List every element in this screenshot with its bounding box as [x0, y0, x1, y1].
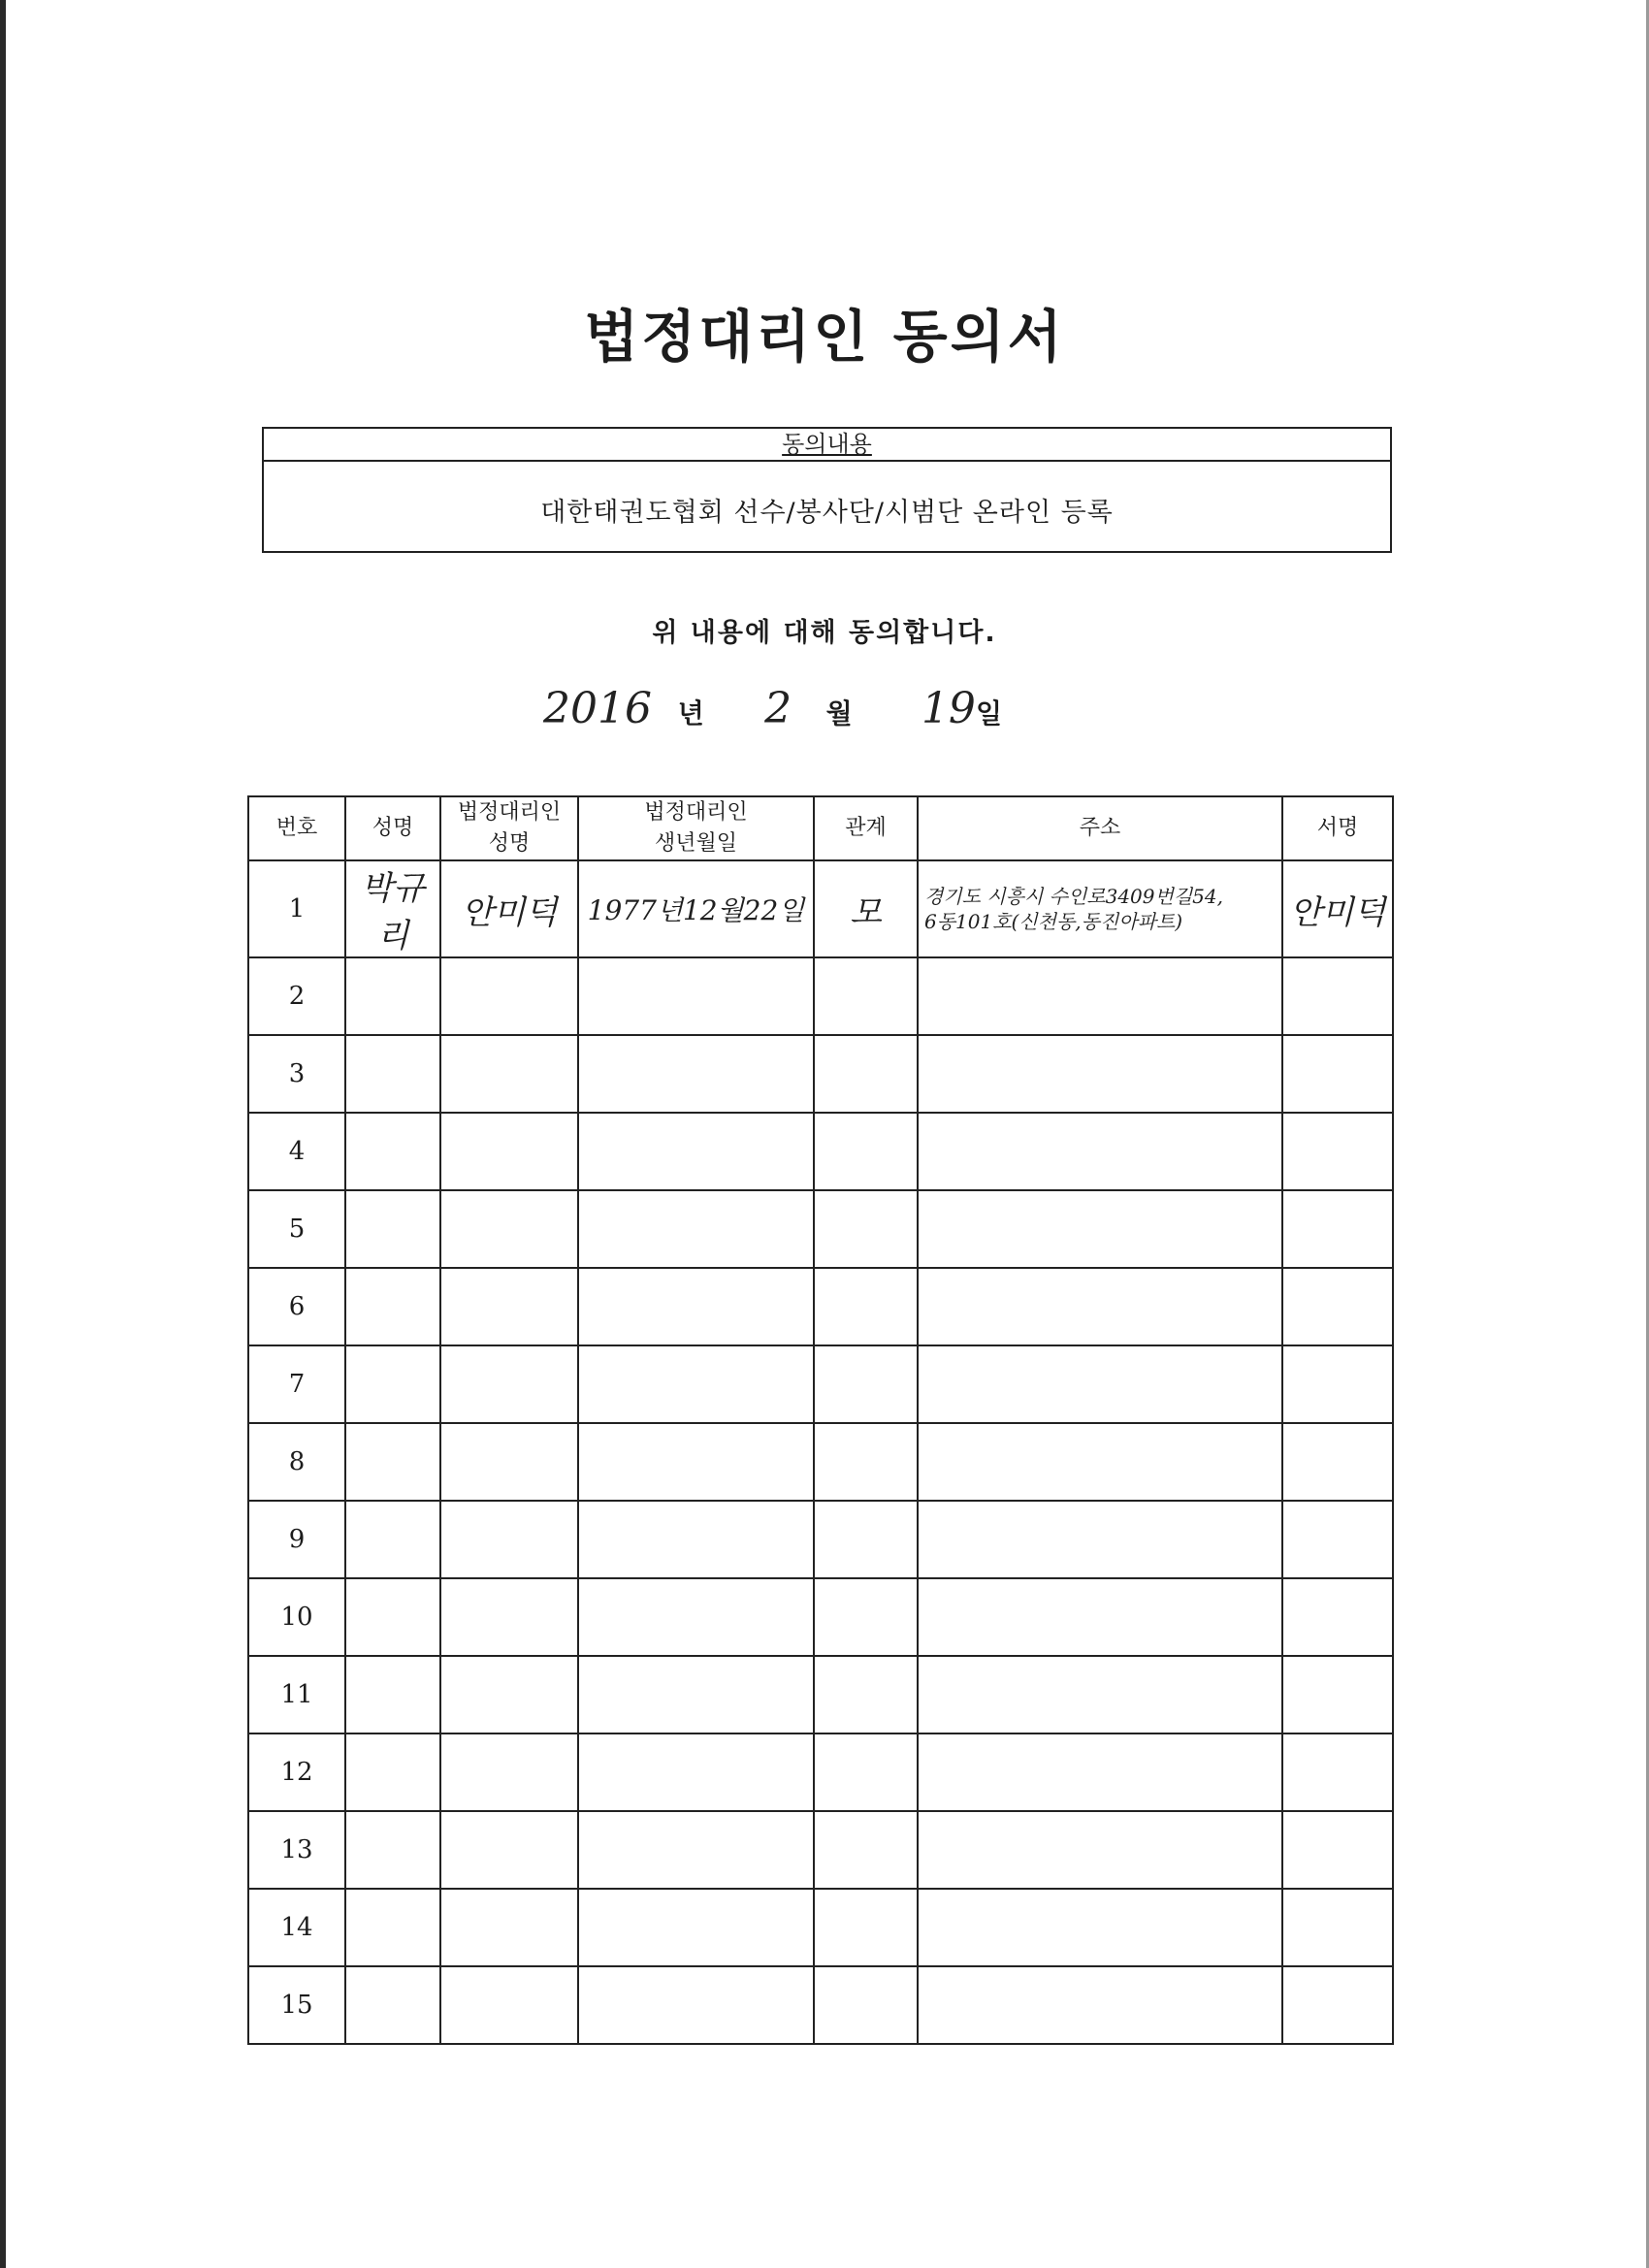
consent-box [262, 427, 1392, 553]
row-guardian-name [440, 1811, 578, 1889]
date-year-unit: 년 [677, 697, 704, 729]
table-row [248, 1578, 1393, 1656]
row-guardian-birth [578, 1501, 814, 1578]
row-no: 7 [248, 1345, 345, 1423]
row-name [345, 1501, 440, 1578]
row-guardian-name [440, 1501, 578, 1578]
row-guardian-name [440, 1889, 578, 1966]
row-relation [814, 1190, 918, 1268]
row-relation [814, 1345, 918, 1423]
row-name [345, 1889, 440, 1966]
header-guardian-birth [578, 796, 814, 860]
row-signature [1282, 1345, 1393, 1423]
row-address [918, 1578, 1282, 1656]
table-row [248, 1966, 1393, 2044]
row-signature [1282, 1501, 1393, 1578]
row-guardian-name [440, 1656, 578, 1733]
row-no: 3 [248, 1035, 345, 1113]
row-signature [1282, 1966, 1393, 2044]
row-name [345, 1035, 440, 1113]
table-row [248, 1345, 1393, 1423]
row-guardian-name [440, 1268, 578, 1345]
row-relation [814, 1035, 918, 1113]
table-row [248, 860, 1393, 957]
row-name [345, 1113, 440, 1190]
row-guardian-birth [578, 1268, 814, 1345]
row-guardian-name [440, 1578, 578, 1656]
header-relation: 관계 [814, 796, 918, 860]
row-address [918, 1501, 1282, 1578]
row-relation [814, 1578, 918, 1656]
row-relation [814, 1733, 918, 1811]
row-name [345, 1578, 440, 1656]
table-row [248, 1501, 1393, 1578]
row-guardian-name [440, 1035, 578, 1113]
table-row [248, 1035, 1393, 1113]
row-address-line2: 6동101호(신천동,동진아파트) [924, 910, 1183, 933]
row-guardian-name [440, 957, 578, 1035]
row-signature [1282, 957, 1393, 1035]
date-month-unit: 월 [825, 697, 853, 729]
guardian-table [247, 795, 1394, 2045]
row-name [345, 1733, 440, 1811]
row-address [918, 1966, 1282, 2044]
table-row [248, 1268, 1393, 1345]
row-guardian-birth [578, 1190, 814, 1268]
row-address-line1: 경기도 시흥시 수인로3409번길54, [924, 885, 1223, 908]
row-address [918, 1268, 1282, 1345]
header-guardian-name-line2: 성명 [488, 831, 531, 856]
row-guardian-name [440, 1345, 578, 1423]
table-row [248, 957, 1393, 1035]
row-address [918, 1656, 1282, 1733]
row-name [345, 1966, 440, 2044]
row-name [345, 957, 440, 1035]
header-guardian-birth-line1: 법정대리인 [644, 800, 748, 825]
row-relation: 모 [814, 860, 918, 957]
row-guardian-birth [578, 1889, 814, 1966]
row-no: 14 [248, 1889, 345, 1966]
row-no: 1 [248, 860, 345, 957]
row-relation [814, 1889, 918, 1966]
row-no: 8 [248, 1423, 345, 1501]
header-signature: 서명 [1282, 796, 1393, 860]
row-no: 11 [248, 1656, 345, 1733]
row-name [345, 1423, 440, 1501]
row-name: 박규리 [345, 860, 440, 957]
row-name [345, 1656, 440, 1733]
row-no: 2 [248, 957, 345, 1035]
date-day-unit: 일 [975, 697, 1002, 729]
consent-text: 대한태권도협회 선수/봉사단/시범단 온라인 등록 [540, 498, 1114, 528]
row-address [918, 1733, 1282, 1811]
row-no: 15 [248, 1966, 345, 2044]
row-relation [814, 957, 918, 1035]
row-relation [814, 1113, 918, 1190]
row-relation [814, 1501, 918, 1578]
row-address [918, 1035, 1282, 1113]
header-guardian-name-line1: 법정대리인 [457, 800, 562, 825]
row-signature [1282, 1889, 1393, 1966]
consent-header [264, 429, 1390, 462]
row-guardian-birth [578, 1345, 814, 1423]
row-name [345, 1268, 440, 1345]
row-guardian-birth [578, 1733, 814, 1811]
row-relation [814, 1811, 918, 1889]
document-title: 법정대리인 동의서 [584, 304, 1065, 370]
table-row [248, 1656, 1393, 1733]
row-guardian-birth [578, 1113, 814, 1190]
guardian-table-wrap [247, 795, 1392, 2045]
row-guardian-name [440, 1733, 578, 1811]
row-guardian-birth [578, 1578, 814, 1656]
table-row [248, 1113, 1393, 1190]
row-signature: 안미덕 [1282, 860, 1393, 957]
table-row [248, 1811, 1393, 1889]
row-guardian-name [440, 1190, 578, 1268]
row-signature [1282, 1190, 1393, 1268]
table-row [248, 1889, 1393, 1966]
row-guardian-name [440, 1113, 578, 1190]
header-no: 번호 [248, 796, 345, 860]
row-guardian-birth [578, 1966, 814, 2044]
row-name [345, 1190, 440, 1268]
row-signature [1282, 1811, 1393, 1889]
row-relation [814, 1423, 918, 1501]
consent-header-label: 동의내용 [782, 431, 872, 458]
row-relation [814, 1268, 918, 1345]
row-signature [1282, 1656, 1393, 1733]
row-no: 10 [248, 1578, 345, 1656]
agree-statement: 위 내용에 대해 동의합니다. [652, 618, 997, 648]
row-guardian-name [440, 1966, 578, 2044]
row-address [918, 1423, 1282, 1501]
row-relation [814, 1656, 918, 1733]
row-no: 5 [248, 1190, 345, 1268]
table-row [248, 1190, 1393, 1268]
row-signature [1282, 1113, 1393, 1190]
row-address [918, 1889, 1282, 1966]
row-guardian-birth: 1977년12월22일 [578, 860, 814, 957]
row-guardian-birth [578, 1423, 814, 1501]
row-signature [1282, 1733, 1393, 1811]
row-guardian-birth [578, 957, 814, 1035]
header-guardian-name [440, 796, 578, 860]
row-signature [1282, 1578, 1393, 1656]
row-no: 6 [248, 1268, 345, 1345]
row-no: 4 [248, 1113, 345, 1190]
row-address [918, 1113, 1282, 1190]
row-no: 13 [248, 1811, 345, 1889]
header-name: 성명 [345, 796, 440, 860]
row-guardian-birth [578, 1656, 814, 1733]
row-no: 12 [248, 1733, 345, 1811]
row-address [918, 1190, 1282, 1268]
row-address [918, 860, 1282, 957]
table-header-row [248, 796, 1393, 860]
row-name [345, 1811, 440, 1889]
row-name [345, 1345, 440, 1423]
date-day: 19 [921, 684, 976, 733]
row-address [918, 1811, 1282, 1889]
header-guardian-birth-line2: 생년월일 [654, 831, 737, 856]
row-guardian-name: 안미덕 [440, 860, 578, 957]
row-no: 9 [248, 1501, 345, 1578]
row-signature [1282, 1423, 1393, 1501]
header-address: 주소 [918, 796, 1282, 860]
row-address [918, 1345, 1282, 1423]
row-guardian-birth [578, 1035, 814, 1113]
table-row [248, 1733, 1393, 1811]
date-year: 2016 [543, 684, 652, 733]
row-address [918, 957, 1282, 1035]
table-row [248, 1423, 1393, 1501]
row-guardian-birth [578, 1811, 814, 1889]
row-guardian-name [440, 1423, 578, 1501]
date-month: 2 [764, 684, 792, 733]
row-relation [814, 1966, 918, 2044]
row-signature [1282, 1035, 1393, 1113]
row-signature [1282, 1268, 1393, 1345]
date-line [543, 684, 1002, 733]
